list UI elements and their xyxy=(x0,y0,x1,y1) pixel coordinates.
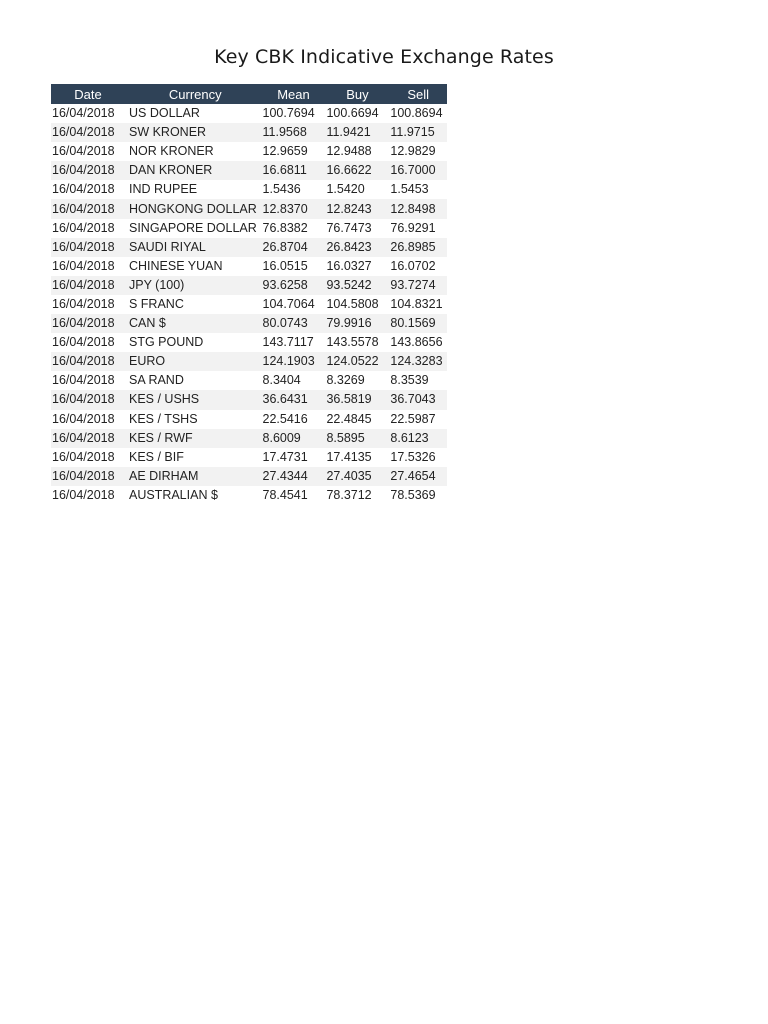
mean-cell: 93.6258 xyxy=(262,276,326,295)
table-header-row xyxy=(51,84,447,104)
buy-cell: 12.9488 xyxy=(326,144,372,159)
table-row xyxy=(51,333,447,352)
date-cell: 16/04/2018 xyxy=(51,123,125,142)
currency-cell: STG POUND xyxy=(128,335,204,350)
buy-cell: 78.3712 xyxy=(326,487,372,502)
date-cell: 16/04/2018 xyxy=(51,352,125,371)
sell-cell: 104.8321 xyxy=(390,296,443,311)
mean-cell: 100.7694 xyxy=(262,106,315,121)
date-cell: 16/04/2018 xyxy=(51,314,125,333)
table-row xyxy=(51,161,447,180)
mean-cell: 1.5436 xyxy=(262,182,301,197)
buy-cell: 36.5819 xyxy=(325,390,389,409)
mean-cell: 76.8382 xyxy=(262,220,308,235)
mean-cell: 78.4541 xyxy=(262,487,308,502)
column-header-date: Date xyxy=(51,84,125,104)
currency-cell: NOR KRONER xyxy=(128,144,214,159)
currency-cell: SA RAND xyxy=(128,373,184,388)
currency-cell: EURO xyxy=(125,352,262,371)
date-cell: 16/04/2018 xyxy=(51,429,125,448)
table-row xyxy=(51,219,447,238)
currency-cell: DAN KRONER xyxy=(125,161,262,180)
buy-cell: 124.0522 xyxy=(325,352,389,371)
mean-cell: 27.4344 xyxy=(262,467,326,486)
mean-cell: 17.4731 xyxy=(262,449,308,464)
table-row xyxy=(51,467,447,486)
sell-cell: 93.7274 xyxy=(389,276,447,295)
table-row xyxy=(51,448,447,467)
mean-cell: 16.6811 xyxy=(262,161,326,180)
mean-cell: 36.6431 xyxy=(262,390,326,409)
mean-cell: 8.3404 xyxy=(262,373,301,388)
page-title: Key CBK Indicative Exchange Rates xyxy=(214,46,554,68)
currency-cell: KES / RWF xyxy=(125,429,262,448)
currency-cell: US DOLLAR xyxy=(128,106,200,121)
sell-cell: 143.8656 xyxy=(390,335,443,350)
buy-cell: 12.8243 xyxy=(325,199,389,218)
table-row xyxy=(51,123,447,142)
sell-cell: 8.6123 xyxy=(389,429,447,448)
table-body xyxy=(51,104,447,505)
sell-cell: 22.5987 xyxy=(390,411,436,426)
currency-cell: HONGKONG DOLLAR xyxy=(125,199,262,218)
date-cell: 16/04/2018 xyxy=(52,449,115,464)
date-cell: 16/04/2018 xyxy=(51,390,125,409)
currency-cell: JPY (100) xyxy=(125,276,262,295)
currency-cell: SAUDI RIYAL xyxy=(125,238,262,257)
buy-cell: 22.4845 xyxy=(326,411,372,426)
date-cell: 16/04/2018 xyxy=(51,199,125,218)
sell-cell: 80.1569 xyxy=(389,314,447,333)
sell-cell: 36.7043 xyxy=(389,390,447,409)
table-row xyxy=(51,410,447,429)
date-cell: 16/04/2018 xyxy=(52,296,115,311)
sell-cell: 16.0702 xyxy=(390,258,436,273)
table-row xyxy=(51,199,447,218)
mean-cell: 26.8704 xyxy=(262,238,326,257)
sell-cell: 78.5369 xyxy=(390,487,436,502)
date-cell: 16/04/2018 xyxy=(52,258,115,273)
table-row xyxy=(51,180,447,199)
buy-cell: 8.5895 xyxy=(325,429,389,448)
currency-cell: CAN $ xyxy=(125,314,262,333)
mean-cell: 80.0743 xyxy=(262,314,326,333)
table-row xyxy=(51,352,447,371)
buy-cell: 16.0327 xyxy=(326,258,372,273)
mean-cell: 8.6009 xyxy=(262,429,326,448)
mean-cell: 143.7117 xyxy=(262,335,314,350)
sell-cell: 76.9291 xyxy=(390,220,436,235)
date-cell: 16/04/2018 xyxy=(51,238,125,257)
mean-cell: 16.0515 xyxy=(262,258,308,273)
column-header-mean: Mean xyxy=(262,84,326,104)
buy-cell: 8.3269 xyxy=(326,373,365,388)
sell-cell: 26.8985 xyxy=(389,238,447,257)
table-row xyxy=(51,295,447,314)
currency-cell: AE DIRHAM xyxy=(125,467,262,486)
column-header-sell: Sell xyxy=(389,84,447,104)
table-row xyxy=(51,314,447,333)
date-cell: 16/04/2018 xyxy=(52,487,115,502)
mean-cell: 22.5416 xyxy=(262,411,308,426)
currency-cell: KES / TSHS xyxy=(128,411,198,426)
buy-cell: 1.5420 xyxy=(326,182,365,197)
buy-cell: 11.9421 xyxy=(325,123,389,142)
table-row xyxy=(51,390,447,409)
buy-cell: 104.5808 xyxy=(326,296,379,311)
buy-cell: 100.6694 xyxy=(326,106,379,121)
date-cell: 16/04/2018 xyxy=(52,411,115,426)
mean-cell: 11.9568 xyxy=(262,123,326,142)
date-cell: 16/04/2018 xyxy=(52,373,115,388)
sell-cell: 16.7000 xyxy=(389,161,447,180)
date-cell: 16/04/2018 xyxy=(52,182,115,197)
mean-cell: 104.7064 xyxy=(262,296,315,311)
table-row xyxy=(51,429,447,448)
currency-cell: IND RUPEE xyxy=(128,182,198,197)
buy-cell: 27.4035 xyxy=(325,467,389,486)
currency-cell: SINGAPORE DOLLAR xyxy=(128,220,257,235)
sell-cell: 27.4654 xyxy=(389,467,447,486)
date-cell: 16/04/2018 xyxy=(51,161,125,180)
table-row xyxy=(51,257,447,276)
table-row xyxy=(51,371,447,390)
date-cell: 16/04/2018 xyxy=(51,467,125,486)
buy-cell: 143.5578 xyxy=(326,335,379,350)
column-header-buy: Buy xyxy=(325,84,389,104)
currency-cell: KES / USHS xyxy=(125,390,262,409)
buy-cell: 79.9916 xyxy=(325,314,389,333)
sell-cell: 8.3539 xyxy=(390,373,429,388)
table-row xyxy=(51,238,447,257)
currency-cell: S FRANC xyxy=(128,296,184,311)
mean-cell: 124.1903 xyxy=(262,352,326,371)
sell-cell: 11.9715 xyxy=(389,123,447,142)
sell-cell: 1.5453 xyxy=(390,182,429,197)
currency-cell: SW KRONER xyxy=(125,123,262,142)
buy-cell: 93.5242 xyxy=(325,276,389,295)
date-cell: 16/04/2018 xyxy=(52,220,115,235)
date-cell: 16/04/2018 xyxy=(52,144,115,159)
mean-cell: 12.9659 xyxy=(262,144,308,159)
sell-cell: 12.8498 xyxy=(389,199,447,218)
sell-cell: 17.5326 xyxy=(390,449,436,464)
table-row xyxy=(51,104,447,123)
sell-cell: 124.3283 xyxy=(389,352,447,371)
mean-cell: 12.8370 xyxy=(262,199,326,218)
buy-cell: 26.8423 xyxy=(325,238,389,257)
buy-cell: 17.4135 xyxy=(326,449,372,464)
currency-cell: CHINESE YUAN xyxy=(128,258,223,273)
column-header-currency: Currency xyxy=(125,84,262,104)
currency-cell: AUSTRALIAN $ xyxy=(128,487,218,502)
sell-cell: 12.9829 xyxy=(390,144,436,159)
date-cell: 16/04/2018 xyxy=(52,106,115,121)
table-row xyxy=(51,142,447,161)
date-cell: 16/04/2018 xyxy=(52,335,115,350)
exchange-rates-table xyxy=(51,84,447,505)
buy-cell: 76.7473 xyxy=(326,220,372,235)
currency-cell: KES / BIF xyxy=(128,449,184,464)
date-cell: 16/04/2018 xyxy=(51,276,125,295)
sell-cell: 100.8694 xyxy=(390,106,443,121)
table-row xyxy=(51,276,447,295)
table-row xyxy=(51,486,447,505)
buy-cell: 16.6622 xyxy=(325,161,389,180)
